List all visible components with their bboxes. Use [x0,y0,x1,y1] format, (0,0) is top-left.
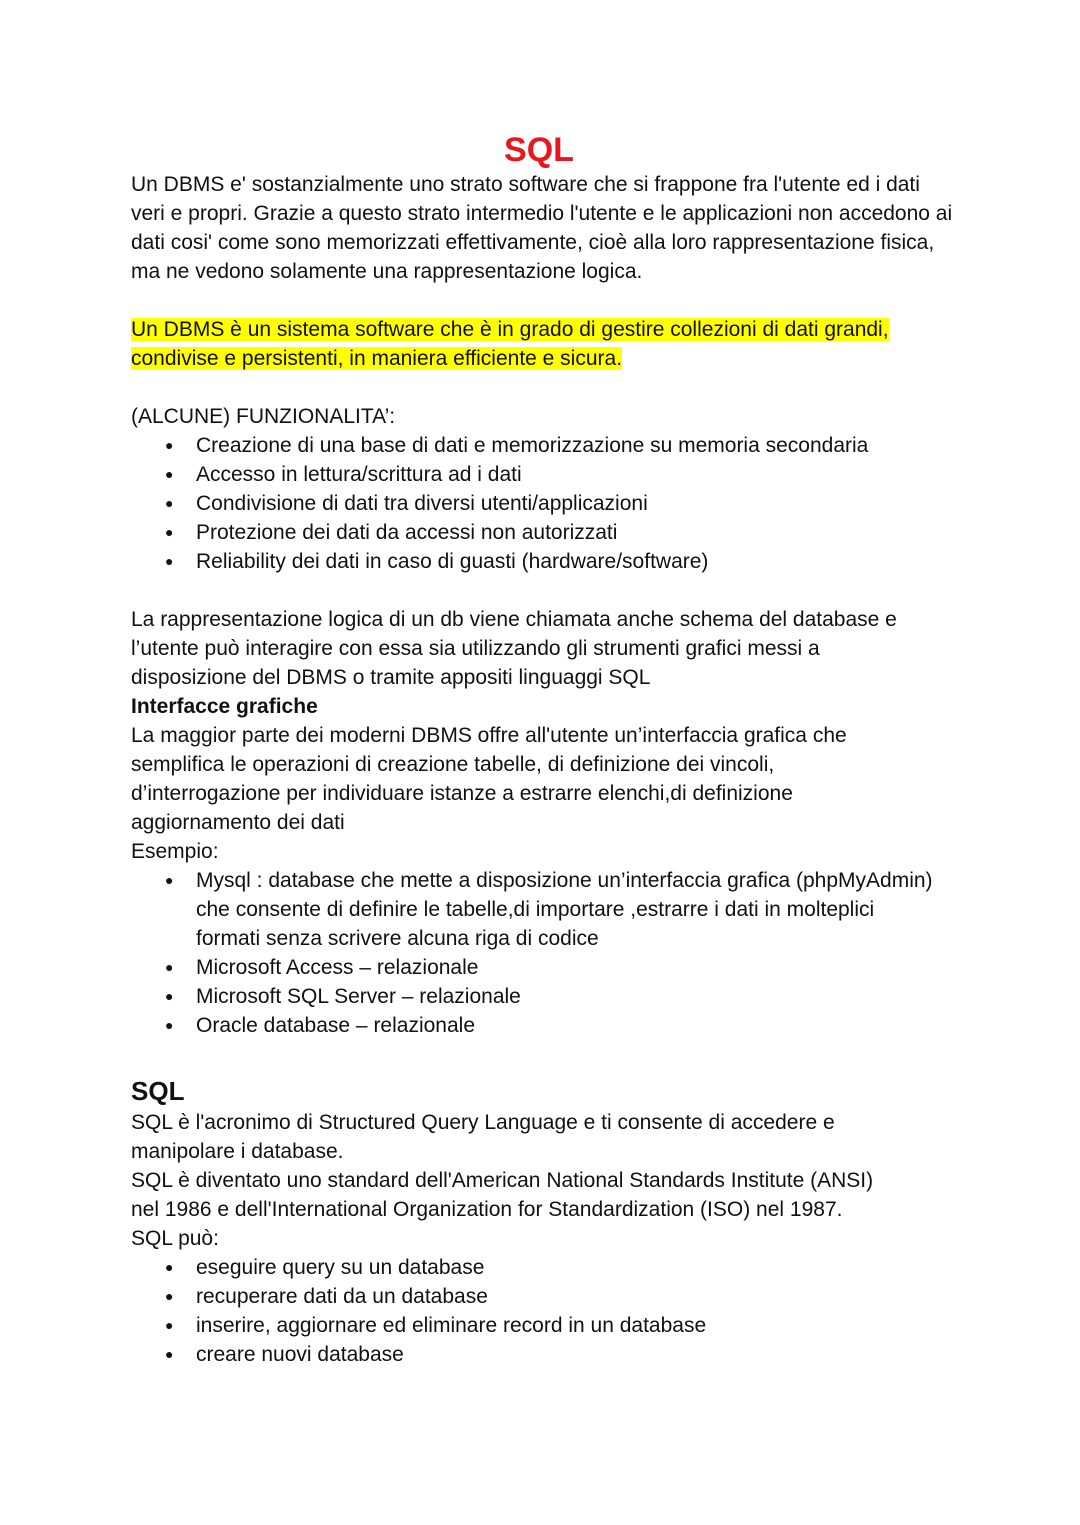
sql-can-label: SQL può: [131,1227,219,1250]
intro-paragraph: Un DBMS e' sostanzialmente uno strato software che si frappone fra l'utente ed i dati veri e propri. Grazie a questo strato intermedio l'utente e le applicazioni non accedono ai dati cosi' come sono memorizzati effettivamente, cioè alla loro rappresentazione fisica, ma ne vedono solamente una rappresentazione logica. [131,173,953,283]
list-item: ● inserire, aggiornare ed eliminare record in un database [131,1311,961,1340]
features-list [131,431,961,576]
list-item: ● Microsoft SQL Server – relazionale [131,982,941,1011]
list-item: ● recuperare dati da un database [131,1282,961,1311]
list-item: ● Oracle database – relazionale [131,1011,941,1040]
sql-section-heading: SQL [131,1076,185,1106]
examples-list [131,866,941,1040]
sql-definition-paragraph: SQL è l'acronimo di Structured Query Language e ti consente di accedere e manipolare i database. [131,1111,835,1163]
highlight-paragraph [131,315,931,373]
example-label: Esempio: [131,840,219,863]
highlighted-text: Un DBMS è un sistema software che è in grado di gestire collezioni di dati grandi, condivise e persistenti, in maniera efficiente e sicura. [131,318,889,370]
logical-representation-paragraph: La rappresentazione logica di un db viene chiamata anche schema del database e l’utente può interagire con essa sia utilizzando gli strumenti grafici messi a disposizione del DBMS o tramite appositi linguaggi SQL [131,608,897,689]
list-item: ● Mysql : database che mette a disposizione un’interfaccia grafica (phpMyAdmin) che consente di definire le tabelle,di importare ,estrarre i dati in molteplici formati senza scrivere alcuna riga di codice [131,866,941,953]
document-page [131,130,961,1369]
list-item: ● Accesso in lettura/scrittura ad i dati [131,460,961,489]
list-item: ● eseguire query su un database [131,1253,961,1282]
list-item: ● Protezione dei dati da accessi non autorizzati [131,518,961,547]
sql-capabilities-list [131,1253,961,1369]
gui-paragraph: La maggior parte dei moderni DBMS offre all'utente un’interfaccia grafica che semplifica le operazioni di creazione tabelle, di definizione dei vincoli, d’interrogazione per individuare istanze a estrarre elenchi,di definizione aggiornamento dei dati [131,724,847,834]
gui-heading: Interfacce grafiche [131,695,318,718]
features-heading: (ALCUNE) FUNZIONALITA’: [131,405,396,428]
page-title: SQL [504,131,574,169]
list-item: ● Reliability dei dati in caso di guasti (hardware/software) [131,547,961,576]
list-item: ● Microsoft Access – relazionale [131,953,941,982]
list-item: ● Creazione di una base di dati e memorizzazione su memoria secondaria [131,431,961,460]
list-item: ● creare nuovi database [131,1340,961,1369]
list-item: ● Condivisione di dati tra diversi utenti/applicazioni [131,489,961,518]
sql-standard-paragraph: SQL è diventato uno standard dell'American National Standards Institute (ANSI) nel 1986 e dell'International Organization for Standardization (ISO) nel 1987. [131,1169,874,1221]
